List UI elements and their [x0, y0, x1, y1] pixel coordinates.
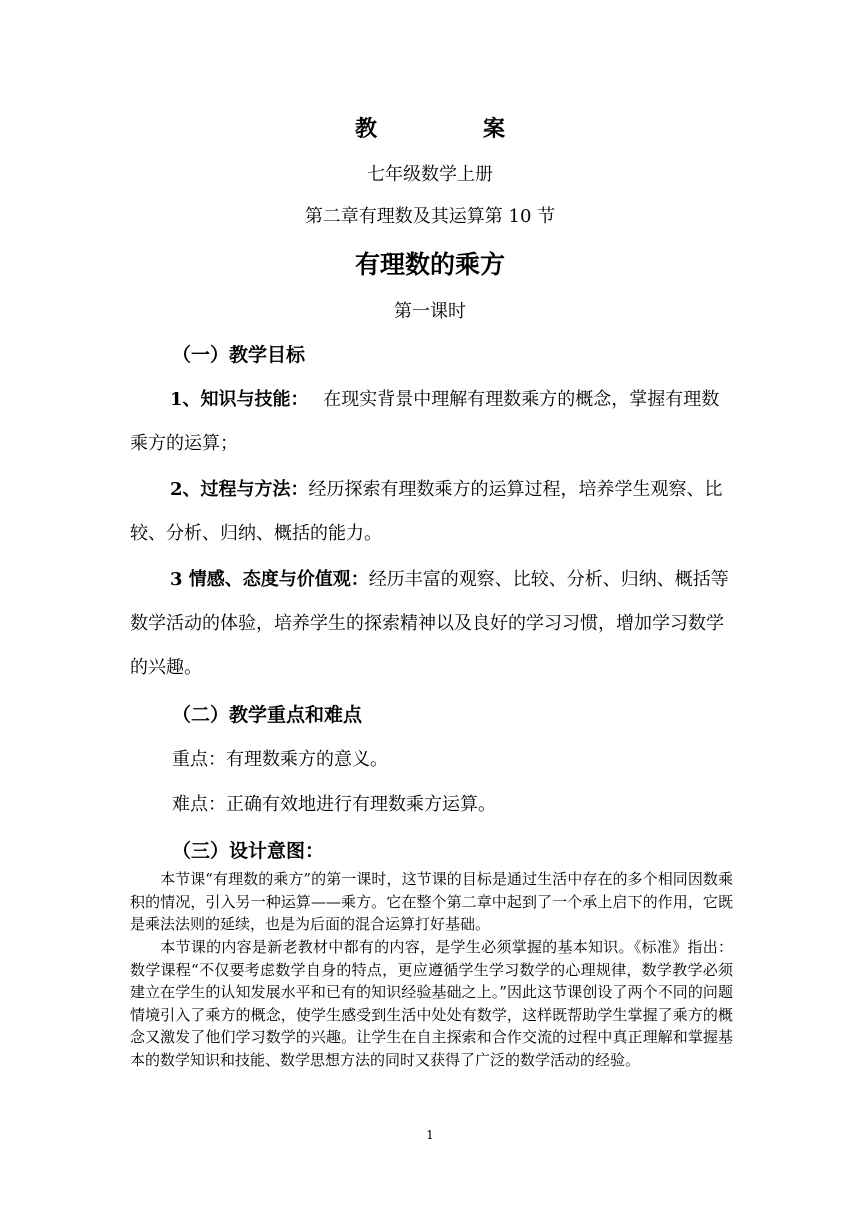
document-title: [0, 112, 860, 143]
objective-knowledge: [130, 378, 730, 466]
objective-process: [130, 468, 730, 556]
period-subtitle: 第一课时: [394, 301, 466, 322]
objective-label: 2、过程与方法：: [170, 479, 309, 500]
key-point-line: 重点：有理数乘方的意义。: [172, 749, 388, 770]
objective-text: 经历探索有理数乘方的运算过程，培养学生观察、比较、分析、归纳、概括的能力。: [130, 479, 723, 544]
section-heading-objectives: （一）教学目标: [172, 344, 306, 366]
design-intent-paragraph: 本节课“有理数的乘方”的第一课时，这节课的目标是通过生活中存在的多个相同因数乘积的情况，引入另一种运算——乘方。它在整个第二章中起到了一个承上启下的作用，它既是乘法法则的延续，也是为后面的混合运算打好基础。: [130, 870, 733, 934]
objective-emotion: [130, 558, 730, 690]
title-char-right: 案: [483, 116, 506, 142]
lesson-title: 有理数的乘方: [354, 250, 505, 279]
difficulty-line: 难点：正确有效地进行有理数乘方运算。: [172, 794, 496, 815]
chapter-subtitle: 第二章有理数及其运算第 10 节: [304, 206, 556, 227]
section-heading-design-intent: （三）设计意图：: [172, 840, 325, 862]
objective-text: 在现实背景中理解有理数乘方的概念，掌握有理数乘方的运算；: [130, 389, 720, 454]
section-heading-key-points: （二）教学重点和难点: [172, 704, 363, 726]
objective-label: 1、知识与技能：: [170, 389, 300, 410]
objective-label: 3 情感、态度与价值观：: [170, 569, 369, 590]
title-char-left: 教: [354, 116, 377, 142]
grade-subtitle: 七年级数学上册: [367, 164, 493, 185]
design-intent-paragraph: 本节课的内容是新老教材中都有的内容，是学生必须掌握的基本知识。《标准》指出：数学课程“不仅要考虑数学自身的特点，更应遵循学生学习数学的心理规律，数学教学必须建立在学生的认知发展水平和已有的知识经验基础之上。”因此这节课创设了两个不同的问题情境引入了乘方的概念，使学生感受到生活中处处有数学，这样既帮助学生掌握了乘方的概念又激发了他们学习数学的兴趣。让学生在自主探索和合作交流的过程中真正理解和掌握基本的数学知识和技能、数学思想方法的同时又获得了广泛的数学活动的经验。: [130, 938, 733, 1069]
objective-text: 经历丰富的观察、比较、分析、归纳、概括等数学活动的体验，培养学生的探索精神以及良好的学习习惯，增加学习数学的兴趣。: [130, 569, 729, 678]
page-number: 1: [426, 1128, 434, 1142]
